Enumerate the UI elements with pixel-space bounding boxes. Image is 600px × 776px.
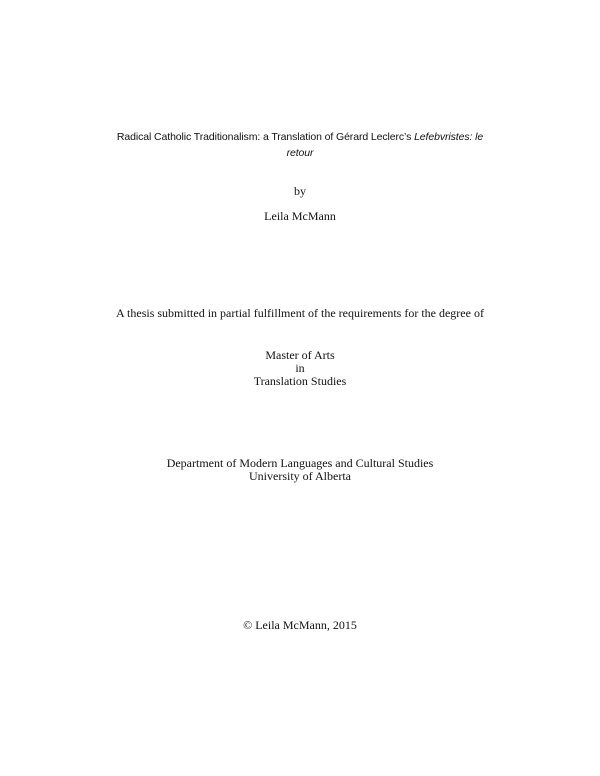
- degree-name: Master of Arts: [265, 348, 335, 362]
- copyright-notice: © Leila McMann, 2015: [243, 618, 357, 632]
- thesis-title-line-1: [0, 131, 600, 143]
- thesis-title-main: Radical Catholic Traditionalism: a Translation of Gérard Leclerc’s: [116, 131, 415, 143]
- degree-connector: in: [295, 361, 305, 375]
- university-name: University of Alberta: [249, 469, 351, 483]
- submission-statement: A thesis submitted in partial fulfillment of the requirements for the degree of: [116, 306, 484, 320]
- thesis-title-line-2: retour: [286, 147, 314, 159]
- by-label: by: [294, 184, 306, 198]
- department-name: Department of Modern Languages and Cultural Studies: [166, 456, 434, 470]
- thesis-title-book-name: Lefebvristes: le: [414, 131, 484, 143]
- degree-field: Translation Studies: [253, 374, 347, 388]
- author-name: Leila McMann: [264, 209, 336, 223]
